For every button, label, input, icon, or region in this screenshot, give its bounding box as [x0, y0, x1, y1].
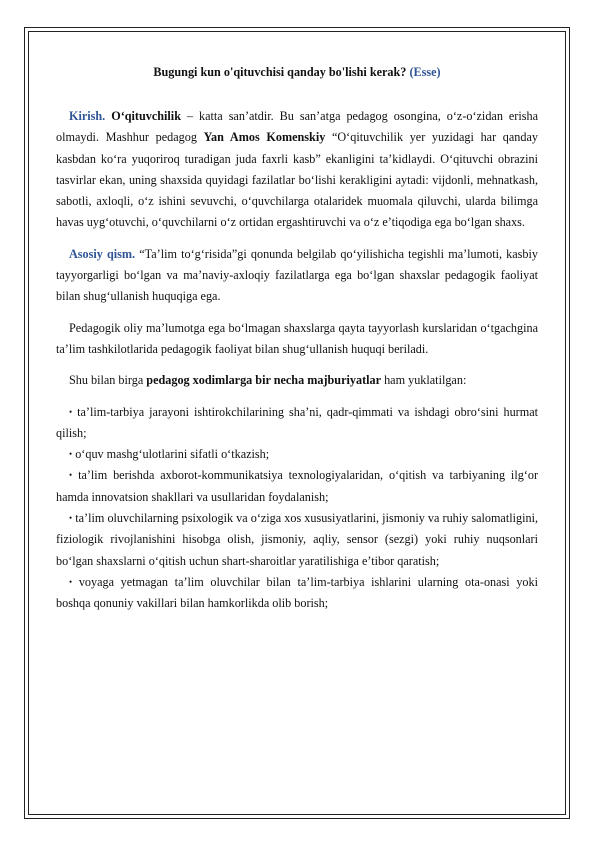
list-item-text: o‘quv mashg‘ulotlarini sifatli o‘tkazish; [75, 447, 270, 462]
intro-paragraph [56, 106, 538, 234]
bullet-icon: • [69, 449, 73, 460]
bullet-icon: • [69, 576, 73, 587]
list-item [56, 402, 538, 445]
main-paragraph-2: Pedagogik oliy ma’lumotga ega bo‘lmagan shaxslarga qayta tayyorlash kurslaridan o‘tgachgina ta’lim tashkilotlarida pedagogik faoliyat bilan shug‘ullanish huquqi beriladi. [56, 320, 538, 356]
list-item [56, 572, 538, 615]
main-text-1: “Ta’lim to‘g‘risida”gi qonunda belgilab qo‘yilishicha tegishli ma’lumoti, kasbiy tayyorgarligi bo‘lgan va ma’naviy-axloqiy fazilatlarga ega bo‘lgan shaxslar pedagogik faoliyat bilan shug‘ullanish huquqiga ega. [56, 246, 538, 304]
main-p3-post: ham yuklatilgan: [381, 373, 467, 388]
main-p3-pre: Shu bilan birga [69, 373, 147, 388]
essay-title-text: Bugungi kun o'qituvchisi qanday bo'lishi kerak? [153, 65, 407, 79]
main-paragraph-3 [56, 370, 538, 391]
intro-term: O‘qituvchilik [111, 109, 181, 123]
main-heading: Asosiy qism. [69, 246, 136, 261]
essay-title [56, 58, 538, 86]
list-item [56, 508, 538, 572]
bullet-icon: • [69, 470, 73, 481]
list-item-text: ta’lim-tarbiya jarayoni ishtirokchilarining sha’ni, qadr-qimmati va ishdagi obro‘sini hurmat qilish; [56, 404, 538, 440]
intro-text-1: – katta san’atdir. Bu san’atga pedagog osongina, o‘z-o‘zidan erisha olmaydi. Mashhur pedagog [56, 109, 538, 145]
main-paragraph-1 [56, 244, 538, 308]
main-p3-bold: pedagog xodimlarga bir necha majburiyatlar [146, 373, 382, 388]
intro-text-2: “O‘qituvchilik yer yuzidagi har qanday kasbdan ko‘ra yuqoriroq turadigan juda faxrli kasb” ekanligini ta’kidlaydi. O‘qituvchi obrazini tasvirlar ekan, uning shaxsida quyidagi fazilatlar bo‘lishi kerakligini aytadi: vijdonli, mehnatkash, sabotli, axloqli, o‘z ishini sevuvchi, o‘quvchilarga otalaridek muomala qiluvchi, ularda bilimga havas uyg‘otuvchi, o‘quvchilarni o‘z ortidan ergashtiruvchi va o‘z e’tiqodiga ega bo‘lgan shaxs. [56, 130, 538, 230]
list-item [56, 465, 538, 508]
intro-author: Yan Amos Komenskiy [203, 130, 326, 145]
document-body [56, 58, 538, 615]
duties-list [56, 402, 538, 615]
list-item-text: ta’lim oluvchilarning psixologik va o‘ziga xos xususiyatlarini, jismoniy va ruhiy salomatligini, fiziologik rivojlanishini hisobga olish, jismoniy, aqliy, sensor (sezgi) yoki ruhiy nuqsonlari bo‘lgan shaxslarni o‘qitish uchun shart-sharoitlar yaratilishiga e’tibor qaratish; [56, 511, 539, 568]
list-item-text: ta’lim berishda axborot-kommunikatsiya texnologiyalaridan, o‘qitish va tarbiyaning ilg‘or hamda innovatsion shakllari va usullaridan foydalanish; [56, 468, 539, 504]
bullet-icon: • [69, 513, 73, 524]
bullet-icon: • [69, 406, 73, 417]
essay-type-tag: (Esse) [409, 65, 441, 79]
list-item-text: voyaga yetmagan ta’lim oluvchilar bilan ta’lim-tarbiya ishlarini ularning ota-onasi yoki boshqa qonuniy vakillari bilan hamkorlikda olib borish; [56, 574, 539, 611]
list-item [56, 444, 538, 465]
intro-heading: Kirish. [69, 109, 106, 123]
